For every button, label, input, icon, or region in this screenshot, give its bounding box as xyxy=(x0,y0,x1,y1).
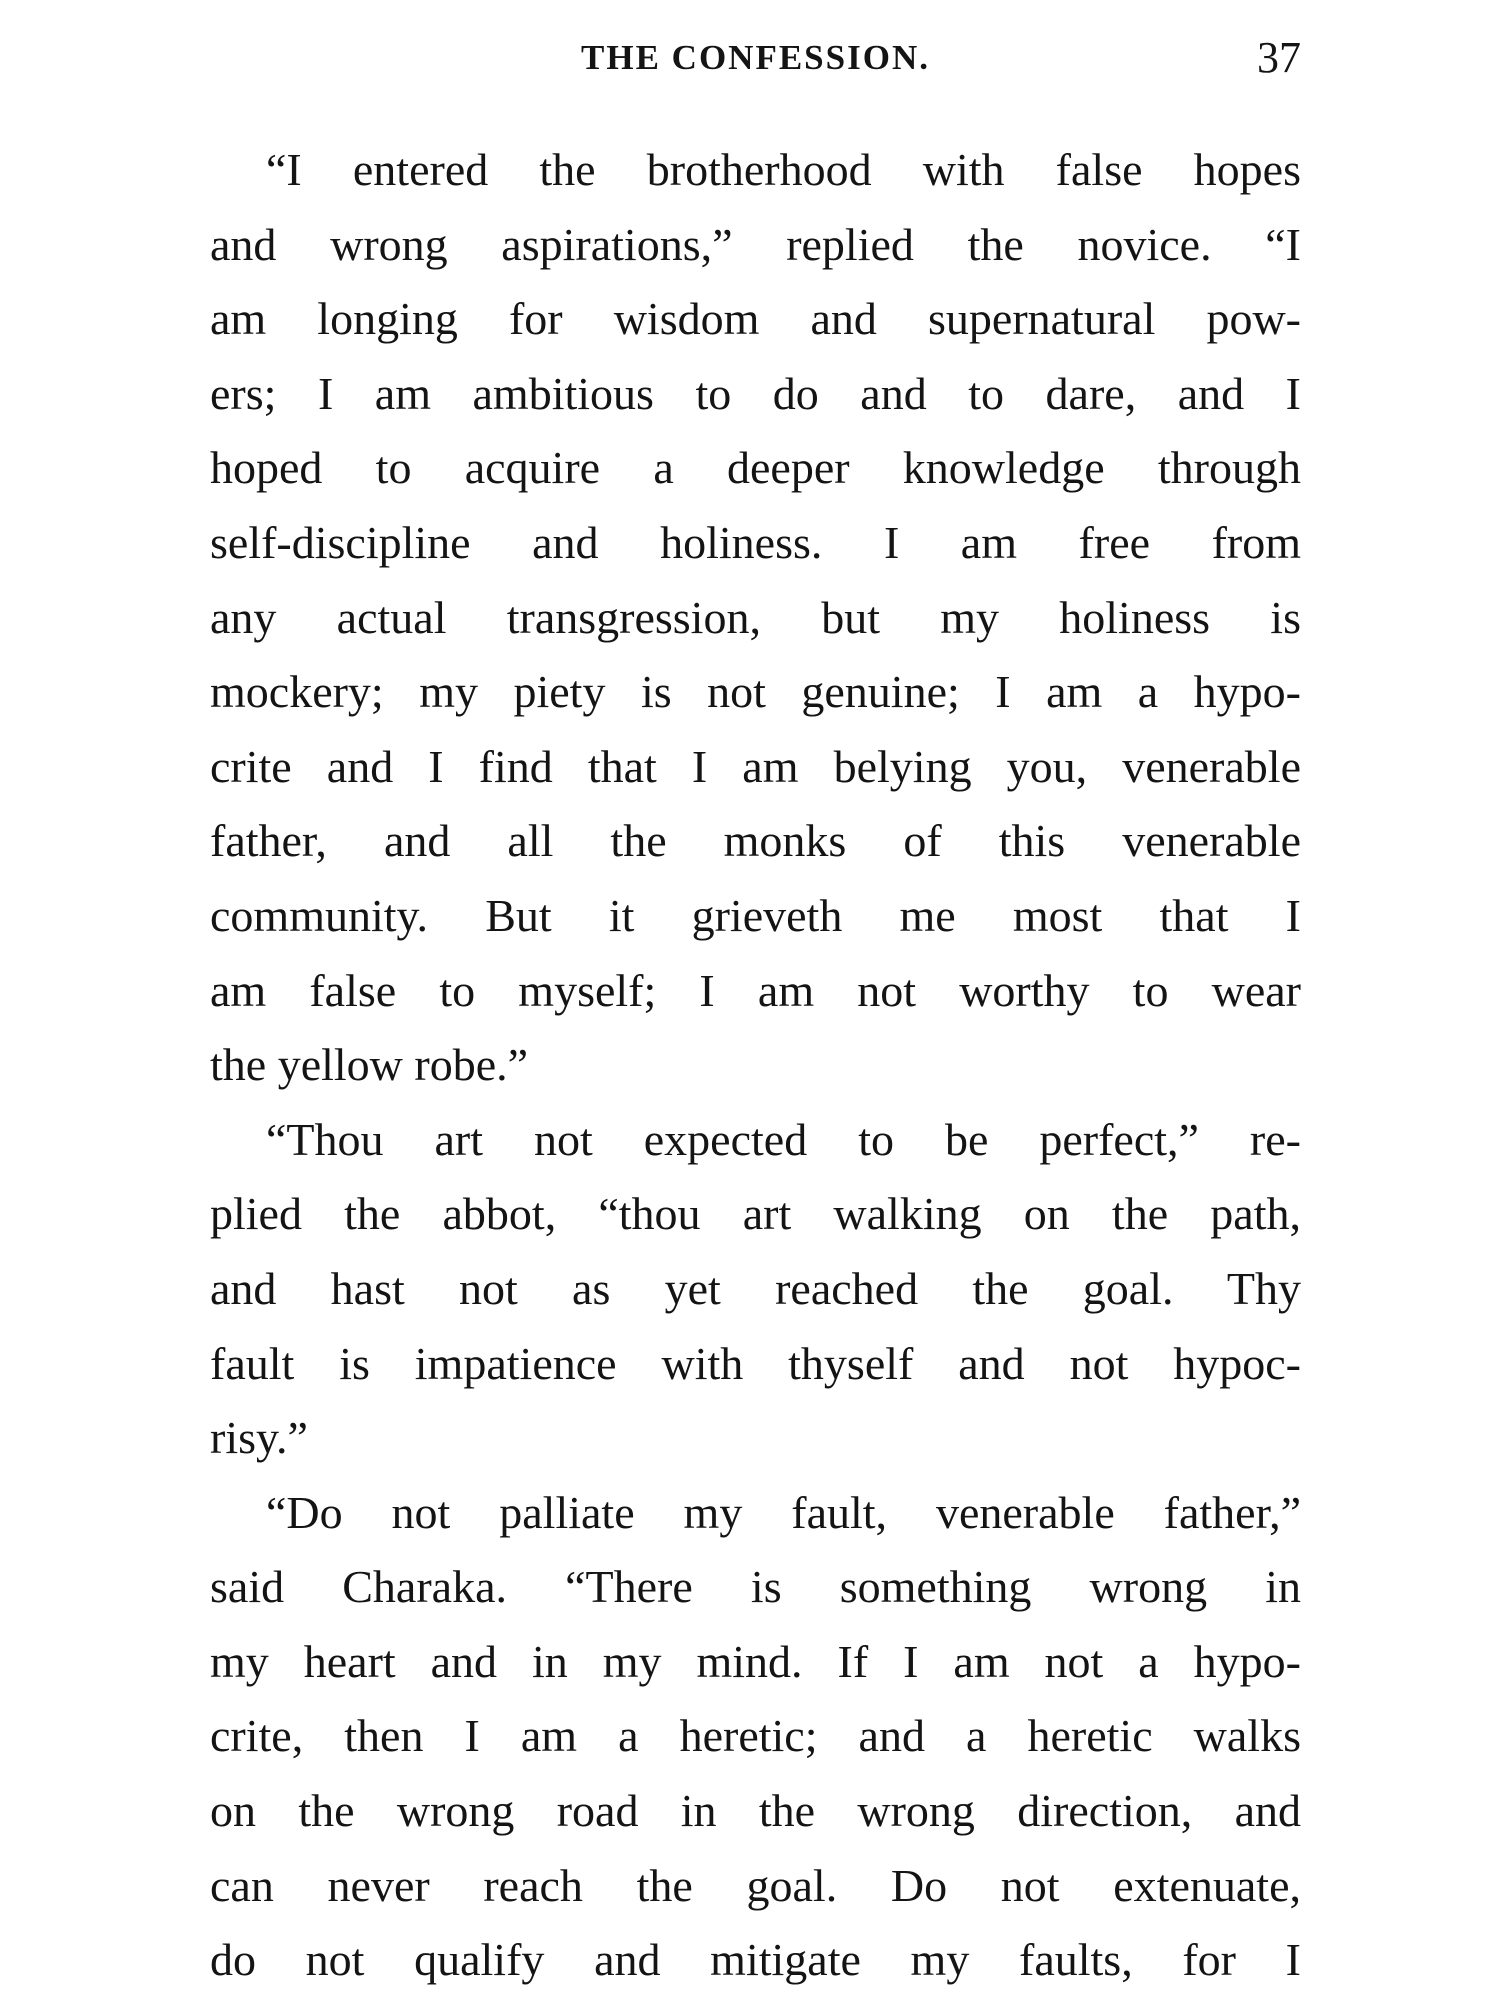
body-text xyxy=(210,133,1301,1998)
text-line: hoped to acquire a deeper knowledge through xyxy=(210,442,1301,494)
text-line: risy.” xyxy=(210,1412,308,1464)
text-line: father, and all the monks of this venerable xyxy=(210,815,1301,867)
text-line: mockery; my piety is not genuine; I am a hypo- xyxy=(210,666,1301,718)
text-line: am false to myself; I am not worthy to wear xyxy=(210,964,1301,1016)
text-line: on the wrong road in the wrong direction, and xyxy=(210,1785,1301,1837)
page-number: 37 xyxy=(1257,33,1301,82)
text-line: crite and I find that I am belying you, venerable xyxy=(210,740,1301,792)
text-line: “Thou art not expected to be perfect,” re- xyxy=(266,1113,1301,1165)
text-line: self-discipline and holiness. I am free from xyxy=(210,516,1301,568)
text-line: “I entered the brotherhood with false hopes xyxy=(266,144,1301,195)
text-line: the yellow robe.” xyxy=(210,1039,529,1091)
text-line: can never reach the goal. Do not extenuate, xyxy=(210,1859,1301,1911)
text-line: “Do not palliate my fault, venerable father,” xyxy=(266,1486,1301,1538)
text-line: and wrong aspirations,” replied the novice. “I xyxy=(210,218,1301,270)
text-line: do not qualify and mitigate my faults, for I xyxy=(210,1934,1301,1986)
paragraph-novice-confession xyxy=(210,133,1301,1103)
text-line: crite, then I am a heretic; and a heretic walks xyxy=(210,1710,1301,1762)
text-line: ers; I am ambitious to do and to dare, and I xyxy=(210,367,1301,419)
text-line: am longing for wisdom and supernatural pow- xyxy=(210,293,1301,345)
paragraph-abbot-reply xyxy=(210,1103,1301,1476)
text-line: and hast not as yet reached the goal. Thy xyxy=(210,1262,1301,1314)
text-line: fault is impatience with thyself and not hypoc- xyxy=(210,1337,1301,1389)
text-line: said Charaka. “There is something wrong in xyxy=(210,1561,1301,1613)
running-head xyxy=(210,28,1301,88)
text-line: my heart and in my mind. If I am not a hypo- xyxy=(210,1635,1301,1687)
text-line: any actual transgression, but my holiness is xyxy=(210,591,1301,643)
text-line: plied the abbot, “thou art walking on the path, xyxy=(210,1188,1301,1240)
text-line: community. But it grieveth me most that I xyxy=(210,889,1301,941)
running-title: THE CONFESSION. xyxy=(581,38,930,77)
paragraph-charaka-reply xyxy=(210,1476,1301,1998)
